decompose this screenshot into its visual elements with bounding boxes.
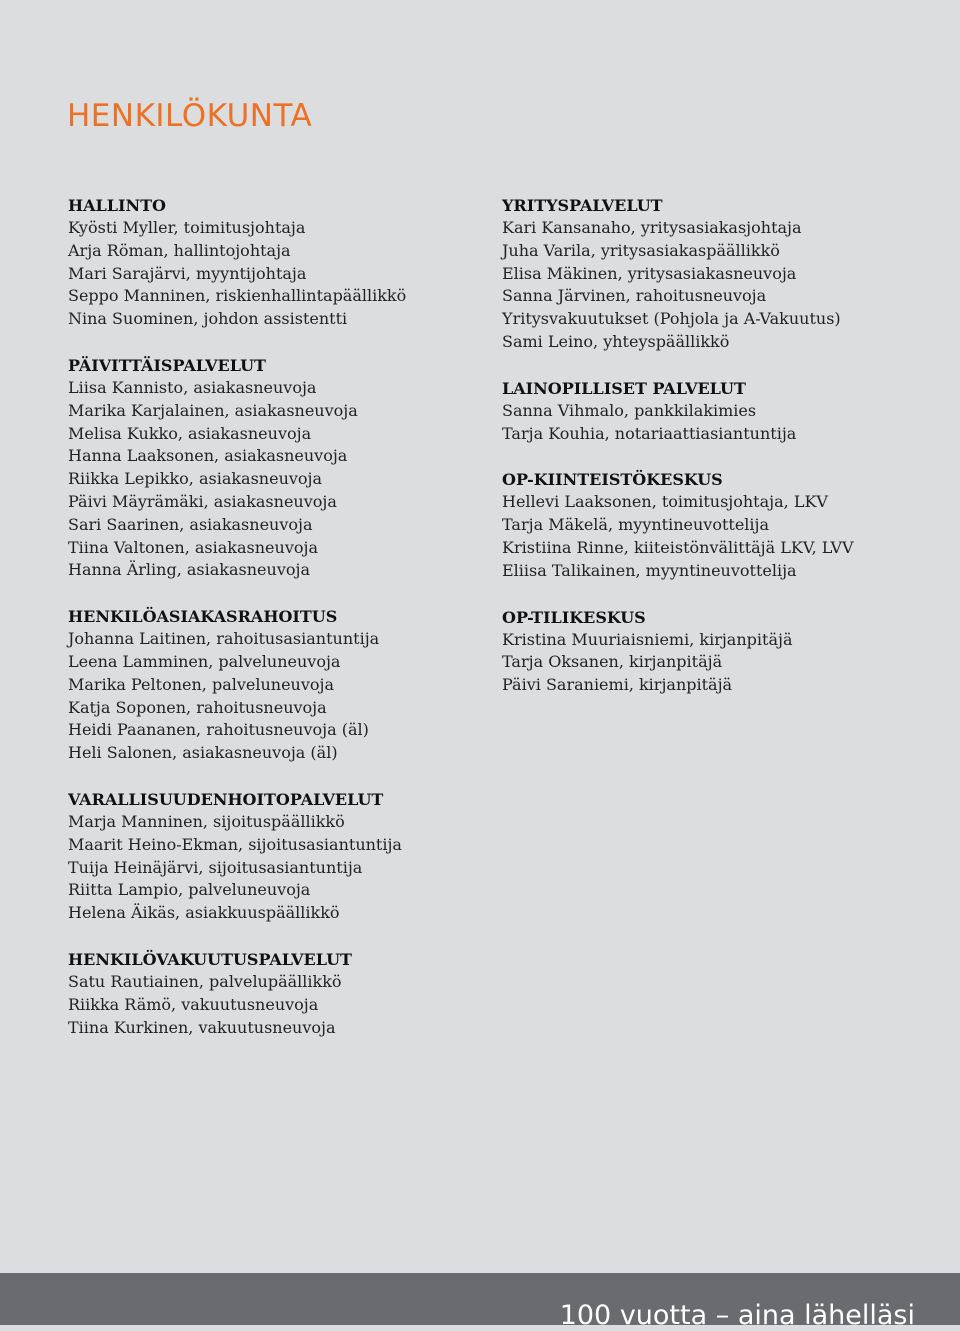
staff-entry: Riikka Rämö, vakuutusneuvoja bbox=[68, 994, 319, 1014]
staff-entry: Johanna Laitinen, rahoitusasiantuntija bbox=[68, 629, 380, 649]
staff-entry: Elisa Mäkinen, yritysasiakasneuvoja bbox=[502, 263, 797, 283]
staff-entry: Melisa Kukko, asiakasneuvoja bbox=[68, 423, 312, 443]
staff-entry: Hellevi Laaksonen, toimitusjohtaja, LKV bbox=[502, 492, 828, 512]
staff-list bbox=[502, 629, 922, 697]
section-heading: HALLINTO bbox=[68, 196, 166, 215]
staff-entry: Arja Röman, hallintojohtaja bbox=[68, 240, 291, 260]
staff-entry: Tuija Heinäjärvi, sijoitusasiantuntija bbox=[68, 857, 363, 877]
staff-list bbox=[68, 377, 488, 582]
staff-entry: Riikka Lepikko, asiakasneuvoja bbox=[68, 469, 323, 489]
staff-entry: Juha Varila, yritysasiakaspäällikkö bbox=[502, 240, 780, 260]
staff-entry: Helena Äikäs, asiakkuuspäällikkö bbox=[68, 903, 340, 923]
right-column bbox=[502, 194, 922, 720]
staff-entry: Satu Rautiainen, palvelupäällikkö bbox=[68, 971, 342, 991]
staff-entry: Hanna Laaksonen, asiakasneuvoja bbox=[68, 446, 348, 466]
staff-list bbox=[68, 811, 488, 925]
footer-slogan: 100 vuotta – aina lähelläsi bbox=[559, 1300, 915, 1331]
staff-list bbox=[68, 217, 488, 331]
section-op-tilikeskus bbox=[502, 606, 922, 697]
staff-entry: Mari Sarajärvi, myyntijohtaja bbox=[68, 263, 307, 283]
staff-entry: Nina Suominen, johdon assistentti bbox=[68, 309, 348, 329]
section-heading: OP-KIINTEISTÖKESKUS bbox=[502, 470, 723, 490]
staff-entry: Yritysvakuutukset (Pohjola ja A-Vakuutus) bbox=[502, 309, 841, 329]
section-heading: LAINOPILLISET PALVELUT bbox=[502, 378, 746, 398]
staff-entry: Heli Salonen, asiakasneuvoja (äl) bbox=[68, 743, 338, 763]
section-hallinto bbox=[68, 194, 488, 331]
staff-entry: Eliisa Talikainen, myyntineuvottelija bbox=[502, 560, 797, 580]
staff-entry: Sanna Vihmalo, pankkilakimies bbox=[502, 400, 757, 420]
staff-entry: Tarja Kouhia, notariaattiasiantuntija bbox=[502, 423, 797, 443]
staff-entry: Marja Manninen, sijoituspäällikkö bbox=[68, 811, 345, 831]
staff-list bbox=[502, 400, 922, 446]
section-heading: HENKILÖVAKUUTUSPALVELUT bbox=[68, 949, 352, 969]
staff-list bbox=[68, 971, 488, 1039]
staff-list bbox=[502, 217, 922, 354]
footer-bar bbox=[0, 1273, 960, 1331]
staff-list bbox=[68, 628, 488, 765]
staff-entry: Tarja Oksanen, kirjanpitäjä bbox=[502, 652, 723, 672]
staff-entry: Seppo Manninen, riskienhallintapäällikkö bbox=[68, 286, 407, 306]
section-heading: PÄIVITTÄISPALVELUT bbox=[68, 355, 266, 375]
staff-entry: Riitta Lampio, palveluneuvoja bbox=[68, 880, 311, 900]
section-henkiloasiakasrahoitus bbox=[68, 605, 488, 765]
page-title: HENKILÖKUNTA bbox=[67, 98, 313, 134]
staff-entry: Sanna Järvinen, rahoitusneuvoja bbox=[502, 286, 767, 306]
staff-entry: Liisa Kannisto, asiakasneuvoja bbox=[68, 377, 317, 397]
staff-entry: Päivi Saraniemi, kirjanpitäjä bbox=[502, 675, 733, 695]
staff-entry: Marika Peltonen, palveluneuvoja bbox=[68, 674, 335, 694]
staff-list bbox=[502, 491, 922, 582]
section-yrityspalvelut bbox=[502, 194, 922, 354]
staff-entry: Marika Karjalainen, asiakasneuvoja bbox=[68, 400, 358, 420]
staff-entry: Kristiina Rinne, kiiteistönvälittäjä LKV, LVV bbox=[502, 537, 854, 557]
section-heading: VARALLISUUDENHOITOPALVELUT bbox=[68, 789, 384, 809]
section-heading: OP-TILIKESKUS bbox=[502, 607, 646, 627]
section-varallisuudenhoitopalvelut bbox=[68, 788, 488, 925]
staff-entry: Kari Kansanaho, yritysasiakasjohtaja bbox=[502, 218, 802, 237]
staff-entry: Tiina Kurkinen, vakuutusneuvoja bbox=[68, 1017, 336, 1037]
staff-entry: Kyösti Myller, toimitusjohtaja bbox=[68, 218, 306, 237]
staff-entry: Tarja Mäkelä, myyntineuvottelija bbox=[502, 515, 770, 535]
left-column bbox=[68, 194, 488, 1062]
section-heading: YRITYSPALVELUT bbox=[502, 196, 663, 215]
section-lainopilliset-palvelut bbox=[502, 377, 922, 446]
section-henkilovakuutuspalvelut bbox=[68, 948, 488, 1039]
staff-entry: Heidi Paananen, rahoitusneuvoja (äl) bbox=[68, 720, 369, 740]
staff-entry: Leena Lamminen, palveluneuvoja bbox=[68, 651, 341, 671]
staff-entry: Hanna Ärling, asiakasneuvoja bbox=[68, 560, 310, 580]
staff-entry: Maarit Heino-Ekman, sijoitusasiantuntija bbox=[68, 834, 402, 854]
staff-entry: Kristina Muuriaisniemi, kirjanpitäjä bbox=[502, 629, 793, 649]
section-paivittaispalvelut bbox=[68, 354, 488, 582]
section-heading: HENKILÖASIAKASRAHOITUS bbox=[68, 607, 338, 627]
staff-entry: Sari Saarinen, asiakasneuvoja bbox=[68, 514, 313, 534]
section-op-kiinteistokeskus bbox=[502, 468, 922, 582]
staff-entry: Tiina Valtonen, asiakasneuvoja bbox=[68, 537, 318, 557]
staff-entry: Katja Soponen, rahoitusneuvoja bbox=[68, 697, 327, 717]
staff-entry: Päivi Mäyrämäki, asiakasneuvoja bbox=[68, 491, 337, 511]
staff-entry: Sami Leino, yhteyspäällikkö bbox=[502, 331, 730, 351]
